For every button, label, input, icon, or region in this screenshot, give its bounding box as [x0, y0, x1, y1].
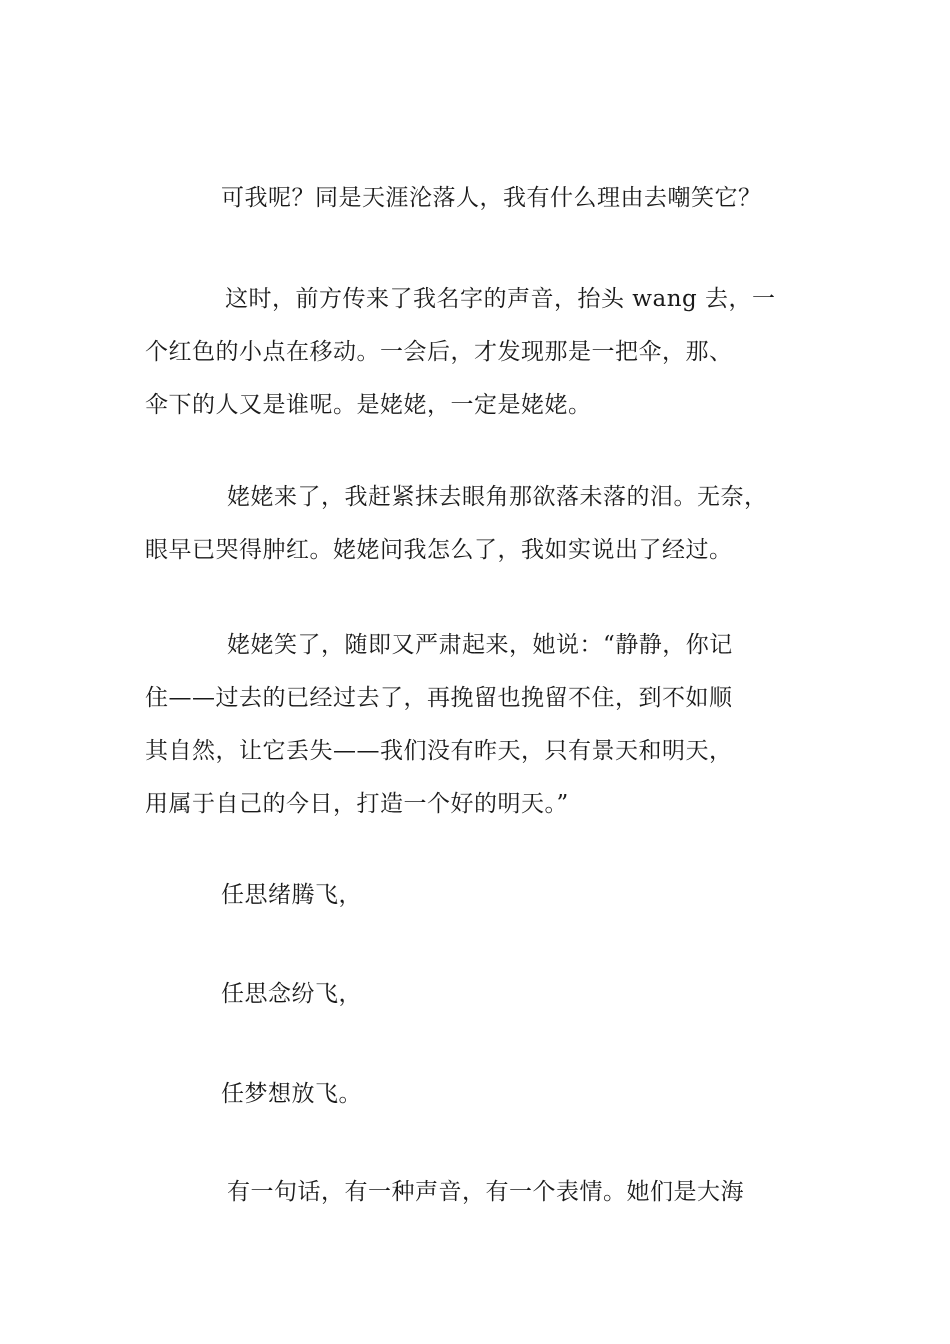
paragraph-line: 姥姥笑了，随即又严肃起来，她说：“静静，你记	[227, 632, 733, 658]
paragraph-4	[145, 619, 733, 831]
paragraph-line: 这时，前方传来了我名字的声音，抬头 wang 去，一	[225, 286, 776, 312]
paragraph-line: 其自然，让它丢失——我们没有昨天，只有景天和明天，	[145, 738, 733, 764]
paragraph-line: 用属于自己的今日，打造一个好的明天。”	[145, 791, 569, 817]
paragraph-line: 伞下的人又是谁呢。是姥姥，一定是姥姥。	[145, 392, 592, 418]
paragraph-3	[145, 471, 768, 577]
poem-line-3	[145, 1068, 362, 1121]
paragraph-line: 可我呢？同是天涯沦落人，我有什么理由去嘲笑它？	[221, 185, 762, 211]
poem-line-1	[145, 869, 362, 922]
paragraph-2	[145, 273, 776, 432]
paragraph-line: 任思念纷飞，	[221, 981, 362, 1007]
paragraph-line: 姥姥来了，我赶紧抹去眼角那欲落未落的泪。无奈，	[227, 484, 768, 510]
paragraph-5	[145, 1166, 744, 1219]
paragraph-1	[145, 172, 762, 225]
paragraph-line: 任梦想放飞。	[221, 1081, 362, 1107]
paragraph-line: 个红色的小点在移动。一会后，才发现那是一把伞，那、	[145, 339, 733, 365]
paragraph-line: 眼早已哭得肿红。姥姥问我怎么了，我如实说出了经过。	[145, 537, 733, 563]
paragraph-line: 任思绪腾飞，	[221, 882, 362, 908]
paragraph-line: 住——过去的已经过去了，再挽留也挽留不住，到不如顺	[145, 685, 733, 711]
paragraph-line: 有一句话，有一种声音，有一个表情。她们是大海	[227, 1179, 744, 1205]
poem-line-2	[145, 968, 362, 1021]
